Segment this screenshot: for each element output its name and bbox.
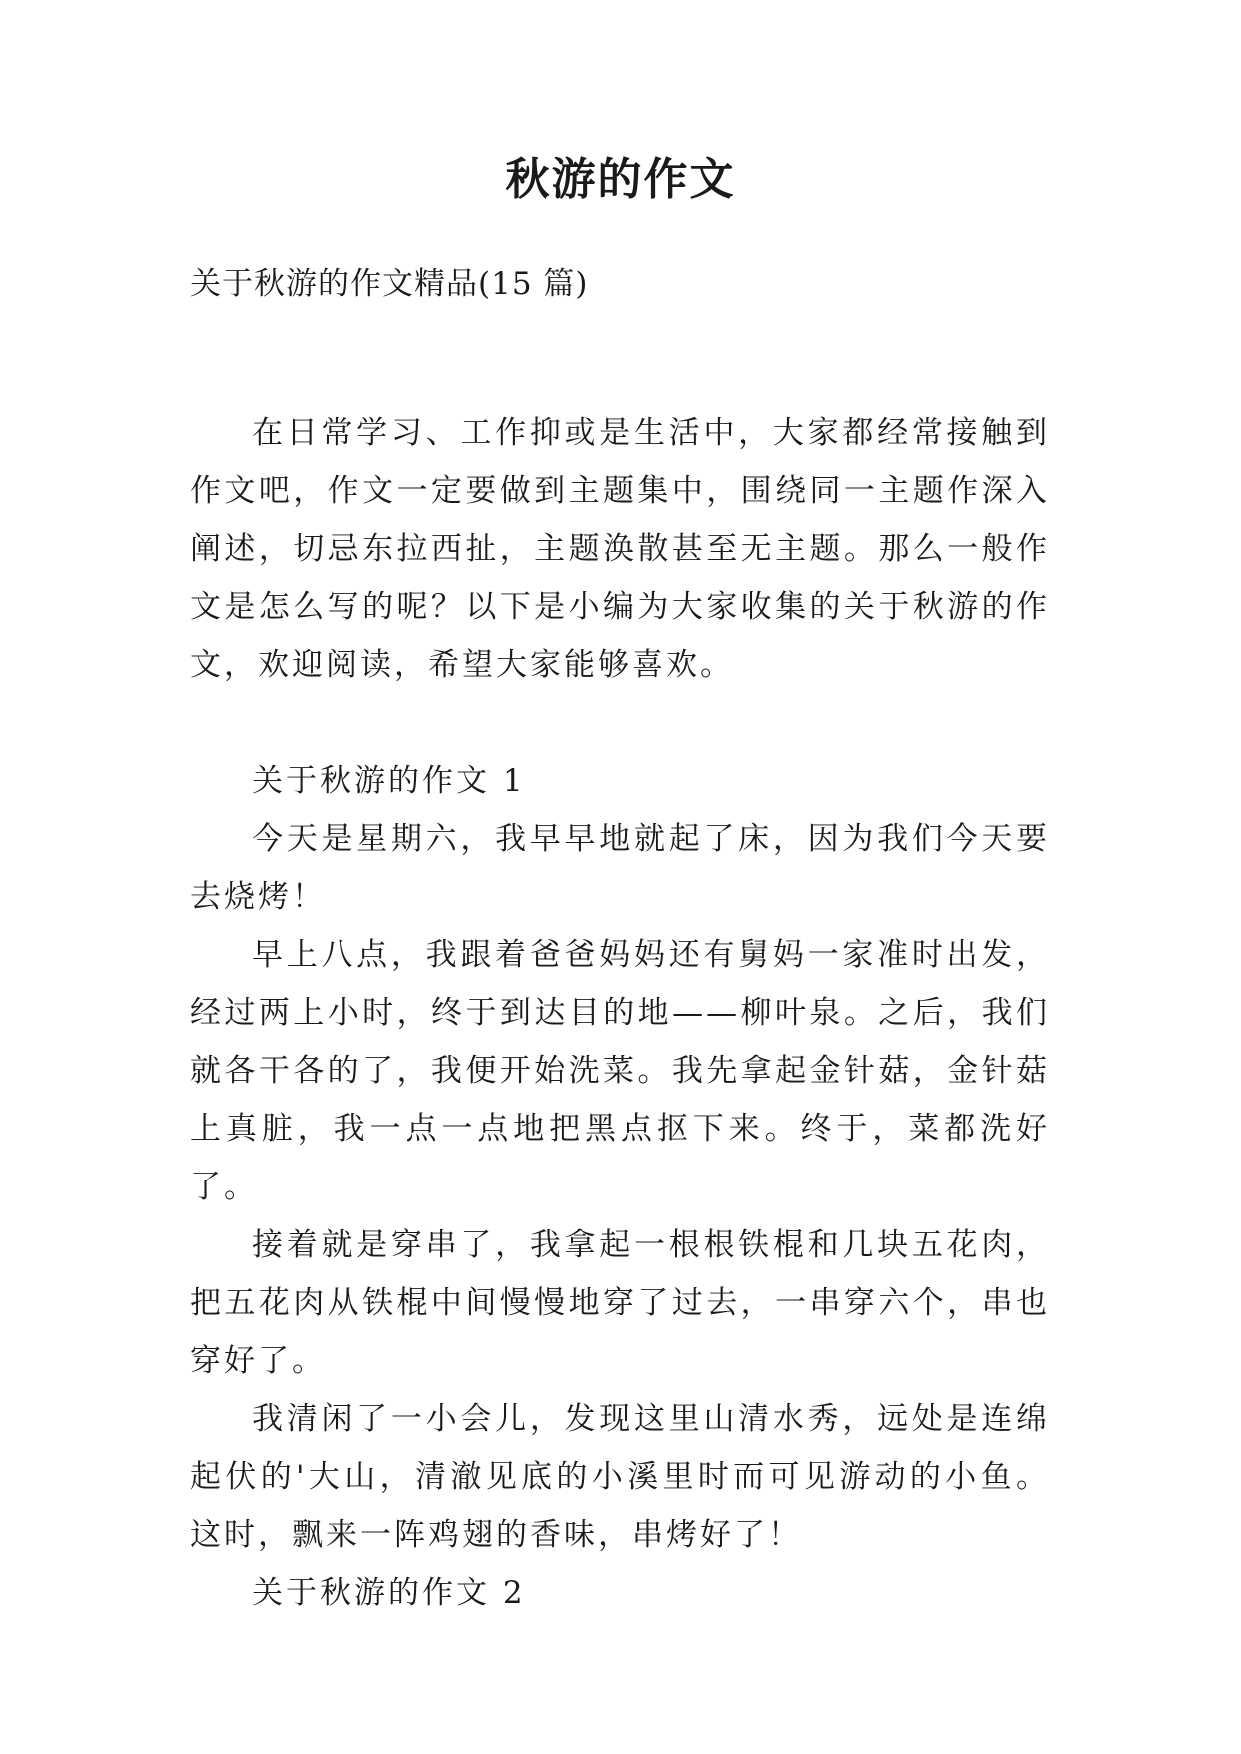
essay-heading: 关于秋游的作文 2 bbox=[252, 1575, 526, 1611]
intro-paragraph: 在日常学习、工作抑或是生活中，大家都经常接触到作文吧，作文一定要做到主题集中，围绕同一主题作深入阐述，切忌东拉西扯，主题涣散甚至无主题。那么一般作文是怎么写的呢？以下是小编为大家收集的关于秋游的作文，欢迎阅读，希望大家能够喜欢。 bbox=[190, 415, 1050, 683]
essay-paragraph: 早上八点，我跟着爸爸妈妈还有舅妈一家准时出发，经过两上小时，终于到达目的地——柳叶泉。之后，我们就各干各的了，我便开始洗菜。我先拿起金针菇，金针菇上真脏，我一点一点地把黑点抠下来。终于，菜都洗好了。 bbox=[190, 937, 1050, 1205]
essay-section bbox=[190, 752, 1050, 1622]
essay-paragraph: 接着就是穿串了，我拿起一根根铁棍和几块五花肉，把五花肉从铁棍中间慢慢地穿了过去，一串穿六个，串也穿好了。 bbox=[190, 1227, 1050, 1379]
document-title: 秋游的作文 bbox=[505, 154, 736, 205]
essay-heading: 关于秋游的作文 1 bbox=[252, 763, 526, 799]
essay-paragraph: 今天是星期六，我早早地就起了床，因为我们今天要去烧烤！ bbox=[190, 821, 1050, 915]
essay-paragraph: 我清闲了一小会儿，发现这里山清水秀，远处是连绵起伏的'大山，清澈见底的小溪里时而可见游动的小鱼。这时，飘来一阵鸡翅的香味，串烤好了！ bbox=[190, 1401, 1050, 1553]
document-subtitle: 关于秋游的作文精品(15 篇) bbox=[190, 266, 589, 302]
intro-section bbox=[190, 404, 1050, 694]
